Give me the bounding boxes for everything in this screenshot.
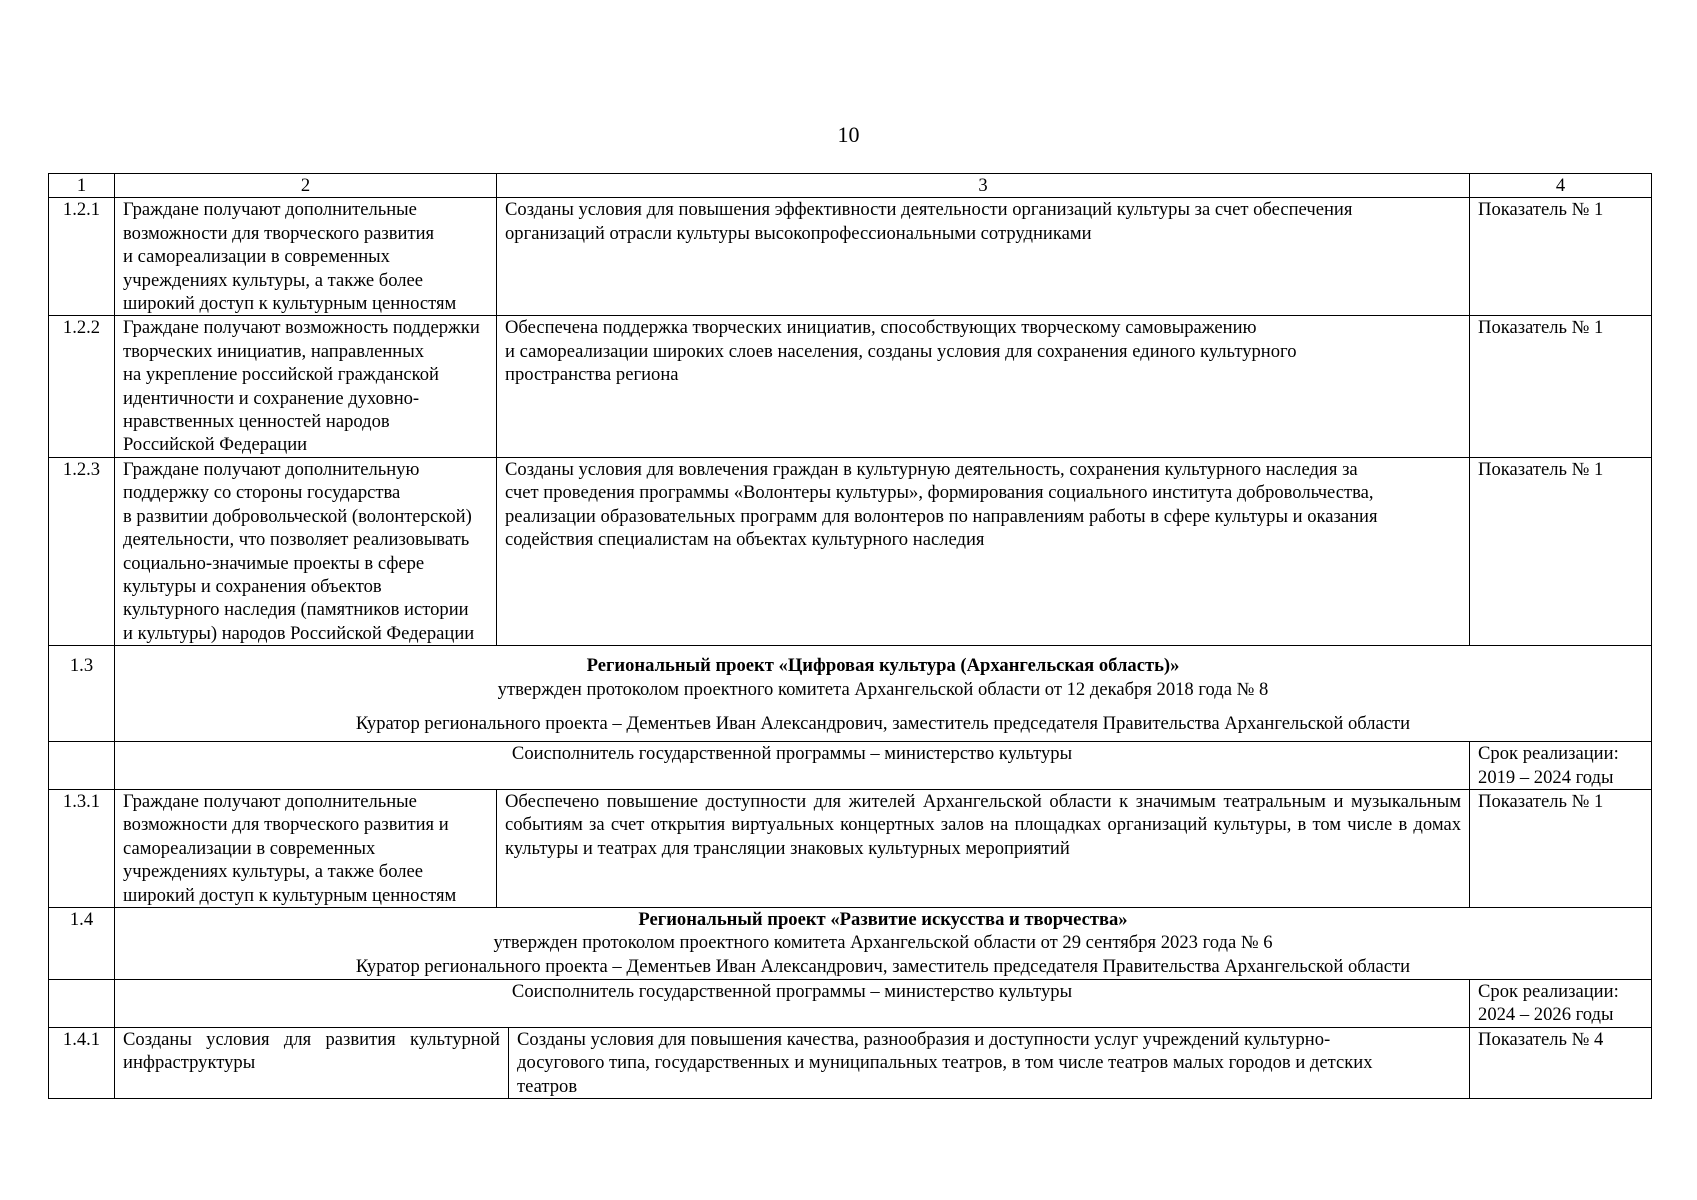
row-number: 1.2.2 — [49, 316, 115, 457]
table-row-1-2-2 — [49, 316, 1652, 457]
text-line: в развитии добровольческой (волонтерской) — [123, 505, 472, 527]
text-line: содействия специалистам на объектах культурного наследия — [505, 529, 985, 551]
row-number: 1.3 — [49, 646, 115, 742]
table-row-1-2-1 — [49, 198, 1652, 316]
text-line: поддержку со стороны государства — [123, 482, 401, 504]
project-row-1-3 — [49, 646, 1652, 742]
table-row-1-2-3 — [49, 457, 1652, 645]
text-line: на укрепление российской гражданской — [123, 364, 439, 386]
text-line: и культуры) народов Российской Федерации — [123, 622, 475, 644]
program-table — [48, 173, 1652, 1099]
task-description — [115, 316, 497, 457]
indicator-link: Показатель № 1 — [1470, 198, 1652, 316]
text-line: счет проведения программы «Волонтеры культуры», формирования социального института добровольчества, — [505, 482, 1374, 504]
empty-cell — [49, 979, 115, 1027]
header-col-1: 1 — [49, 174, 115, 198]
text-line: Граждане получают дополнительные — [123, 790, 417, 812]
result-description: Обеспечено повышение доступности для жителей Архангельской области к значимым театральным и музыкальным событиям за счет открытия виртуальных концертных залов на площадках организаций культуры, в том числе в домах культуры и театрах для трансляции знаковых культурных мероприятий — [497, 789, 1470, 907]
text-line: культуры и сохранения объектов — [123, 575, 382, 597]
coexecutor-row-1-4 — [49, 979, 1652, 1027]
header-col-3: 3 — [497, 174, 1470, 198]
text-line: пространства региона — [505, 364, 679, 386]
text-line: культурного наследия (памятников истории — [123, 599, 469, 621]
text-line: досугового типа, государственных и муниципальных театров, в том числе театров малых городов и детских — [517, 1052, 1373, 1074]
text-line: организаций отрасли культуры высокопрофессиональными сотрудниками — [505, 222, 1092, 244]
project-curator: Куратор регионального проекта – Дементьев Иван Александрович, заместитель председателя Правительства Архангельской области — [355, 712, 1411, 734]
project-row-1-4 — [49, 907, 1652, 979]
text-line: Созданы условия для повышения эффективности деятельности организаций культуры за счет обеспечения — [505, 199, 1353, 221]
text-line: учреждениях культуры, а также более — [123, 269, 424, 291]
text-line: Созданы условия для повышения качества, разнообразия и доступности услуг учреждений культурно- — [517, 1028, 1331, 1050]
row-number: 1.4 — [49, 907, 115, 979]
task-description — [115, 789, 497, 907]
text-line: Граждане получают возможность поддержки — [123, 317, 480, 339]
project-title: Региональный проект «Цифровая культура (Архангельская область)» — [586, 655, 1180, 677]
table-row-1-3-1 — [49, 789, 1652, 907]
text-line: Граждане получают дополнительные — [123, 199, 417, 221]
table-row-1-4-1 — [49, 1027, 1652, 1098]
project-block — [115, 646, 1652, 742]
header-col-4: 4 — [1470, 174, 1652, 198]
text-line: возможности для творческого развития — [123, 222, 435, 244]
project-approval: утвержден протоколом проектного комитета Архангельской области от 29 сентября 2023 года № 6 — [493, 932, 1273, 954]
result-description — [509, 1027, 1470, 1098]
term-label: Срок реализации: — [1478, 980, 1619, 1002]
indicator-link: Показатель № 1 — [1470, 316, 1652, 457]
text-line: и самореализации широких слоев населения, созданы условия для сохранения единого культурного — [505, 340, 1297, 362]
coexecutor-text: Соисполнитель государственной программы – министерство культуры — [115, 979, 1470, 1027]
term-value: 2019 – 2024 годы — [1478, 766, 1614, 788]
term-value: 2024 – 2026 годы — [1478, 1004, 1614, 1026]
text-line: и самореализации в современных — [123, 246, 390, 268]
term-cell — [1470, 742, 1652, 790]
text-line: самореализации в современных — [123, 837, 376, 859]
text-line: Российской Федерации — [123, 434, 308, 456]
indicator-link: Показатель № 1 — [1470, 789, 1652, 907]
text-line: нравственных ценностей народов — [123, 411, 390, 433]
header-col-2: 2 — [115, 174, 497, 198]
project-curator: Куратор регионального проекта – Дементьев Иван Александрович, заместитель председателя Правительства Архангельской области — [355, 955, 1411, 977]
result-description — [497, 198, 1470, 316]
coexecutor-text: Соисполнитель государственной программы – министерство культуры — [115, 742, 1470, 790]
row-number: 1.2.3 — [49, 457, 115, 645]
project-approval: утвержден протоколом проектного комитета Архангельской области от 12 декабря 2018 года № 8 — [497, 678, 1269, 700]
text-line: идентичности и сохранение духовно- — [123, 387, 420, 409]
term-label: Срок реализации: — [1478, 743, 1619, 765]
row-number: 1.2.1 — [49, 198, 115, 316]
indicator-link: Показатель № 4 — [1470, 1027, 1652, 1098]
task-description: Созданы условия для развития культурной инфраструктуры — [115, 1027, 509, 1098]
project-block — [115, 907, 1652, 979]
text-line: широкий доступ к культурным ценностям — [123, 884, 457, 906]
text-line: деятельности, что позволяет реализовывать — [123, 529, 470, 551]
result-description — [497, 457, 1470, 645]
coexecutor-row-1-3 — [49, 742, 1652, 790]
text-line: Граждане получают дополнительную — [123, 458, 420, 480]
text-line: реализации образовательных программ для волонтеров по направлениям работы в сфере культуры и оказания — [505, 505, 1378, 527]
row-number: 1.3.1 — [49, 789, 115, 907]
text-line: социально-значимые проекты в сфере — [123, 552, 425, 574]
text-line: театров — [517, 1075, 578, 1097]
row-number: 1.4.1 — [49, 1027, 115, 1098]
table-header-row — [49, 174, 1652, 198]
empty-cell — [49, 742, 115, 790]
indicator-link: Показатель № 1 — [1470, 457, 1652, 645]
task-description — [115, 198, 497, 316]
text-line: Созданы условия для вовлечения граждан в культурную деятельность, сохранения культурного наследия за — [505, 458, 1358, 480]
task-description — [115, 457, 497, 645]
text-line: возможности для творческого развития и — [123, 814, 449, 836]
text-line: творческих инициатив, направленных — [123, 340, 425, 362]
text-line: широкий доступ к культурным ценностям — [123, 293, 457, 315]
project-title: Региональный проект «Развитие искусства и творчества» — [638, 908, 1128, 930]
text-line: Обеспечена поддержка творческих инициатив, способствующих творческому самовыражению — [505, 317, 1257, 339]
page-number: 10 — [837, 122, 860, 147]
result-description — [497, 316, 1470, 457]
text-line: учреждениях культуры, а также более — [123, 861, 424, 883]
term-cell — [1470, 979, 1652, 1027]
